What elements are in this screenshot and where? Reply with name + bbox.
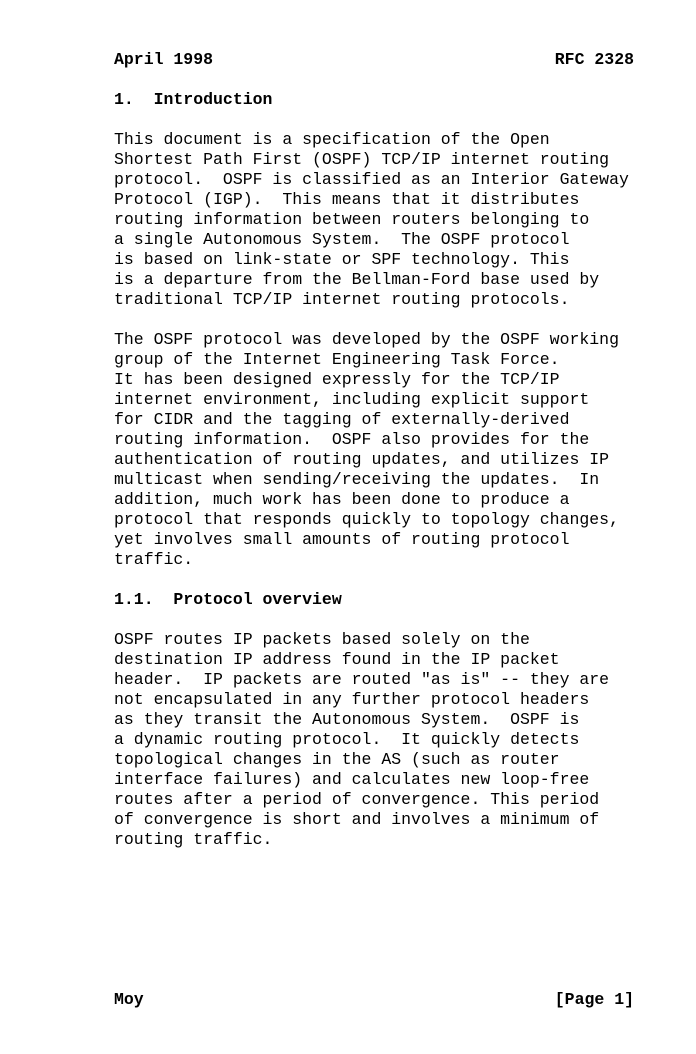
paragraph-line: Protocol (IGP). This means that it distributes [114,190,580,209]
paragraph-line: This document is a specification of the Open [114,130,550,149]
paragraph-line: a dynamic routing protocol. It quickly detects [114,730,580,749]
paragraph-line: It has been designed expressly for the TCP/IP [114,370,560,389]
paragraph-line: destination IP address found in the IP packet [114,650,560,669]
paragraph-line: protocol. OSPF is classified as an Interior Gateway [114,170,629,189]
intro-paragraph-1 [114,130,634,310]
page-header [114,50,634,70]
paragraph-line: routing traffic. [114,830,273,849]
intro-paragraph-2 [114,330,634,570]
paragraph-line: yet involves small amounts of routing protocol [114,530,570,549]
paragraph-line: a single Autonomous System. The OSPF protocol [114,230,570,249]
header-date: April 1998 [114,50,214,69]
paragraph-line: is a departure from the Bellman-Ford base used by [114,270,600,289]
document-page [114,50,634,850]
page-footer [114,990,634,1010]
paragraph-line: routes after a period of convergence. This period [114,790,600,809]
footer-author: Moy [114,990,144,1009]
paragraph-line: authentication of routing updates, and utilizes IP [114,450,610,469]
paragraph-line: internet environment, including explicit support [114,390,590,409]
paragraph-line: header. IP packets are routed "as is" -- they are [114,670,610,689]
paragraph-line: OSPF routes IP packets based solely on the [114,630,530,649]
paragraph-line: is based on link-state or SPF technology. This [114,250,570,269]
paragraph-line: routing information between routers belonging to [114,210,590,229]
paragraph-line: interface failures) and calculates new loop-free [114,770,590,789]
paragraph-line: topological changes in the AS (such as router [114,750,560,769]
paragraph-line: addition, much work has been done to produce a [114,490,570,509]
paragraph-line: of convergence is short and involves a minimum of [114,810,600,829]
header-rfc-number: RFC 2328 [554,50,634,69]
paragraph-line: multicast when sending/receiving the updates. In [114,470,600,489]
section-heading-protocol-overview: 1.1. Protocol overview [114,590,342,609]
paragraph-line: traffic. [114,550,194,569]
paragraph-line: group of the Internet Engineering Task Force. [114,350,560,369]
paragraph-line: not encapsulated in any further protocol headers [114,690,590,709]
paragraph-line: for CIDR and the tagging of externally-derived [114,410,570,429]
paragraph-line: Shortest Path First (OSPF) TCP/IP internet routing [114,150,610,169]
section-heading-introduction: 1. Introduction [114,90,273,109]
paragraph-line: The OSPF protocol was developed by the OSPF working [114,330,619,349]
overview-paragraph-1 [114,630,634,850]
footer-page-number: [Page 1] [554,990,634,1009]
paragraph-line: protocol that responds quickly to topology changes, [114,510,619,529]
paragraph-line: as they transit the Autonomous System. OSPF is [114,710,580,729]
paragraph-line: traditional TCP/IP internet routing protocols. [114,290,570,309]
paragraph-line: routing information. OSPF also provides for the [114,430,590,449]
